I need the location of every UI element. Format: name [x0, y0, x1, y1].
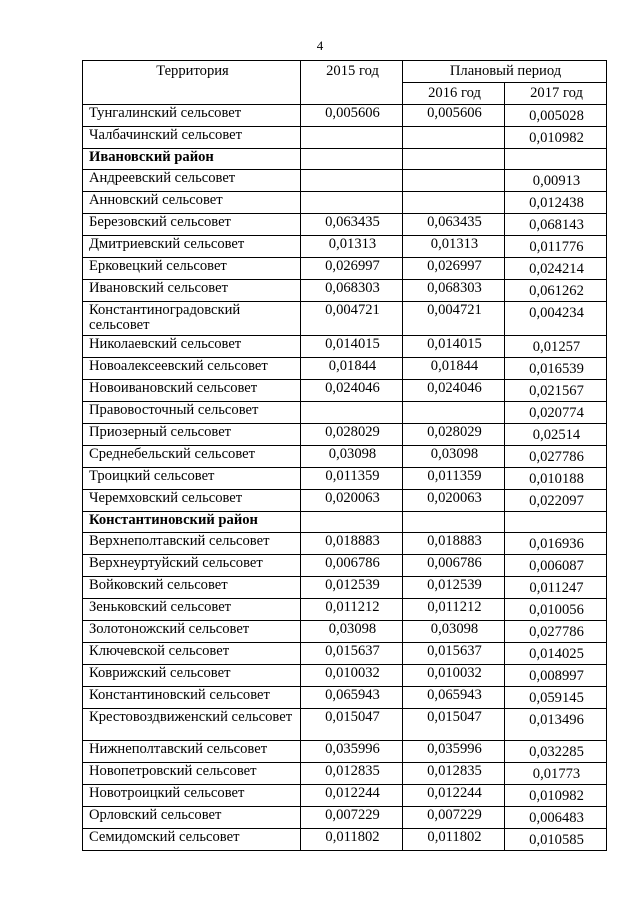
table-row: [83, 468, 607, 490]
table-row: [83, 807, 607, 829]
value-2015-cell: 0,012539: [301, 577, 403, 599]
table-header: [83, 61, 607, 105]
value-2015-cell: 0,014015: [301, 336, 403, 358]
value-2017-cell: 0,032285: [505, 741, 607, 763]
table-row: [83, 741, 607, 763]
table-row: [83, 236, 607, 258]
value-2016-cell: [403, 402, 505, 424]
value-2017-cell: 0,011247: [505, 577, 607, 599]
table-row: [83, 785, 607, 807]
table-row: [83, 380, 607, 402]
header-2015: 2015 год: [301, 61, 403, 105]
value-2016-cell: 0,024046: [403, 380, 505, 402]
table-row: [83, 829, 607, 851]
value-2017-cell: 0,008997: [505, 665, 607, 687]
header-planned-period: Плановый период: [403, 61, 607, 83]
territory-cell: Константиноградовский сельсовет: [83, 302, 301, 336]
value-2015-cell: 0,01844: [301, 358, 403, 380]
table-row: [83, 599, 607, 621]
value-2017-cell: 0,010056: [505, 599, 607, 621]
value-2016-cell: 0,014015: [403, 336, 505, 358]
table-row: [83, 358, 607, 380]
value-2017-cell: 0,006483: [505, 807, 607, 829]
territory-cell: Крестовоздвиженский сельсовет: [83, 709, 301, 741]
value-2015-cell: 0,01313: [301, 236, 403, 258]
territory-cell: Анновский сельсовет: [83, 192, 301, 214]
value-2015-cell: 0,007229: [301, 807, 403, 829]
territory-cell: Новоалексеевский сельсовет: [83, 358, 301, 380]
territory-cell: Приозерный сельсовет: [83, 424, 301, 446]
value-2017-cell: 0,005028: [505, 105, 607, 127]
value-2015-cell: 0,011212: [301, 599, 403, 621]
value-2015-cell: 0,03098: [301, 621, 403, 643]
district-row: [83, 512, 607, 533]
value-2017-cell: [505, 149, 607, 170]
value-2016-cell: 0,018883: [403, 533, 505, 555]
value-2017-cell: 0,022097: [505, 490, 607, 512]
value-2016-cell: 0,012539: [403, 577, 505, 599]
table-row: [83, 336, 607, 358]
value-2017-cell: 0,059145: [505, 687, 607, 709]
table-row: [83, 258, 607, 280]
territory-cell: Константиновский сельсовет: [83, 687, 301, 709]
territory-cell: Нижнеполтавский сельсовет: [83, 741, 301, 763]
value-2016-cell: [403, 149, 505, 170]
table-row: [83, 763, 607, 785]
value-2015-cell: [301, 192, 403, 214]
table-row: [83, 687, 607, 709]
value-2017-cell: 0,012438: [505, 192, 607, 214]
table-row: [83, 577, 607, 599]
table-row: [83, 709, 607, 741]
territory-cell: Константиновский район: [83, 512, 301, 533]
page-number: 4: [316, 38, 324, 53]
value-2017-cell: 0,016936: [505, 533, 607, 555]
value-2016-cell: 0,01313: [403, 236, 505, 258]
territory-cell: Черемховский сельсовет: [83, 490, 301, 512]
value-2015-cell: 0,011359: [301, 468, 403, 490]
value-2015-cell: 0,068303: [301, 280, 403, 302]
territory-cell: Семидомский сельсовет: [83, 829, 301, 851]
value-2015-cell: 0,020063: [301, 490, 403, 512]
value-2017-cell: 0,010982: [505, 127, 607, 149]
value-2016-cell: 0,011359: [403, 468, 505, 490]
value-2015-cell: 0,065943: [301, 687, 403, 709]
header-2017: 2017 год: [505, 83, 607, 105]
district-row: [83, 149, 607, 170]
territory-cell: Ивановский сельсовет: [83, 280, 301, 302]
value-2016-cell: 0,03098: [403, 446, 505, 468]
table-row: [83, 533, 607, 555]
value-2015-cell: 0,035996: [301, 741, 403, 763]
table-row: [83, 170, 607, 192]
value-2017-cell: 0,021567: [505, 380, 607, 402]
territory-cell: Андреевский сельсовет: [83, 170, 301, 192]
value-2017-cell: 0,010585: [505, 829, 607, 851]
value-2015-cell: [301, 170, 403, 192]
value-2015-cell: 0,018883: [301, 533, 403, 555]
value-2016-cell: 0,01844: [403, 358, 505, 380]
value-2017-cell: 0,01257: [505, 336, 607, 358]
value-2015-cell: 0,028029: [301, 424, 403, 446]
table-row: [83, 665, 607, 687]
value-2016-cell: 0,026997: [403, 258, 505, 280]
territory-cell: Березовский сельсовет: [83, 214, 301, 236]
value-2016-cell: 0,03098: [403, 621, 505, 643]
value-2016-cell: 0,007229: [403, 807, 505, 829]
value-2017-cell: 0,027786: [505, 446, 607, 468]
table-row: [83, 402, 607, 424]
value-2017-cell: 0,016539: [505, 358, 607, 380]
table-row: [83, 280, 607, 302]
value-2017-cell: 0,014025: [505, 643, 607, 665]
territory-cell: Дмитриевский сельсовет: [83, 236, 301, 258]
table-row: [83, 490, 607, 512]
value-2015-cell: 0,015637: [301, 643, 403, 665]
value-2016-cell: 0,010032: [403, 665, 505, 687]
territory-cell: Тунгалинский сельсовет: [83, 105, 301, 127]
value-2015-cell: 0,026997: [301, 258, 403, 280]
value-2017-cell: 0,006087: [505, 555, 607, 577]
territory-cell: Войковский сельсовет: [83, 577, 301, 599]
value-2015-cell: 0,03098: [301, 446, 403, 468]
value-2016-cell: [403, 170, 505, 192]
value-2017-cell: 0,027786: [505, 621, 607, 643]
value-2017-cell: 0,00913: [505, 170, 607, 192]
table-body: [83, 105, 607, 851]
value-2016-cell: 0,063435: [403, 214, 505, 236]
value-2015-cell: [301, 127, 403, 149]
value-2015-cell: [301, 512, 403, 533]
value-2017-cell: 0,010982: [505, 785, 607, 807]
value-2016-cell: 0,020063: [403, 490, 505, 512]
value-2016-cell: 0,068303: [403, 280, 505, 302]
value-2017-cell: 0,020774: [505, 402, 607, 424]
value-2016-cell: 0,015637: [403, 643, 505, 665]
value-2016-cell: 0,011212: [403, 599, 505, 621]
value-2016-cell: [403, 127, 505, 149]
table-row: [83, 424, 607, 446]
table-row: [83, 214, 607, 236]
value-2015-cell: 0,012244: [301, 785, 403, 807]
territory-cell: Золотоножский сельсовет: [83, 621, 301, 643]
territory-cell: Среднебельский сельсовет: [83, 446, 301, 468]
value-2015-cell: [301, 402, 403, 424]
territory-cell: Ивановский район: [83, 149, 301, 170]
territory-cell: Верхнеуртуйский сельсовет: [83, 555, 301, 577]
header-2016: 2016 год: [403, 83, 505, 105]
table-row: [83, 302, 607, 336]
value-2015-cell: 0,010032: [301, 665, 403, 687]
territory-cell: Коврижский сельсовет: [83, 665, 301, 687]
territory-cell: Ерковецкий сельсовет: [83, 258, 301, 280]
table-row: [83, 105, 607, 127]
value-2016-cell: 0,015047: [403, 709, 505, 741]
territory-cell: Чалбачинский сельсовет: [83, 127, 301, 149]
value-2017-cell: 0,013496: [505, 709, 607, 741]
value-2017-cell: [505, 512, 607, 533]
territory-cell: Правовосточный сельсовет: [83, 402, 301, 424]
territory-cell: Орловский сельсовет: [83, 807, 301, 829]
value-2015-cell: 0,015047: [301, 709, 403, 741]
allocation-table: [82, 60, 607, 851]
value-2016-cell: 0,004721: [403, 302, 505, 336]
value-2015-cell: 0,004721: [301, 302, 403, 336]
header-territory: Территория: [83, 61, 301, 105]
value-2015-cell: 0,012835: [301, 763, 403, 785]
value-2015-cell: [301, 149, 403, 170]
value-2015-cell: 0,063435: [301, 214, 403, 236]
value-2016-cell: 0,005606: [403, 105, 505, 127]
value-2017-cell: 0,004234: [505, 302, 607, 336]
table-row: [83, 621, 607, 643]
value-2016-cell: 0,012244: [403, 785, 505, 807]
territory-cell: Новотроицкий сельсовет: [83, 785, 301, 807]
value-2017-cell: 0,02514: [505, 424, 607, 446]
territory-cell: Верхнеполтавский сельсовет: [83, 533, 301, 555]
territory-cell: Новоивановский сельсовет: [83, 380, 301, 402]
territory-cell: Ключевской сельсовет: [83, 643, 301, 665]
territory-cell: Новопетровский сельсовет: [83, 763, 301, 785]
value-2017-cell: 0,024214: [505, 258, 607, 280]
territory-cell: Троицкий сельсовет: [83, 468, 301, 490]
value-2016-cell: 0,012835: [403, 763, 505, 785]
value-2016-cell: [403, 512, 505, 533]
table-row: [83, 555, 607, 577]
value-2016-cell: 0,065943: [403, 687, 505, 709]
table-row: [83, 643, 607, 665]
value-2016-cell: 0,011802: [403, 829, 505, 851]
value-2017-cell: 0,011776: [505, 236, 607, 258]
table-row: [83, 446, 607, 468]
table-row: [83, 192, 607, 214]
value-2017-cell: 0,061262: [505, 280, 607, 302]
value-2015-cell: 0,011802: [301, 829, 403, 851]
value-2016-cell: 0,006786: [403, 555, 505, 577]
value-2015-cell: 0,005606: [301, 105, 403, 127]
value-2016-cell: [403, 192, 505, 214]
value-2015-cell: 0,024046: [301, 380, 403, 402]
value-2016-cell: 0,035996: [403, 741, 505, 763]
territory-cell: Зеньковский сельсовет: [83, 599, 301, 621]
value-2017-cell: 0,01773: [505, 763, 607, 785]
value-2015-cell: 0,006786: [301, 555, 403, 577]
value-2017-cell: 0,010188: [505, 468, 607, 490]
territory-cell: Николаевский сельсовет: [83, 336, 301, 358]
value-2016-cell: 0,028029: [403, 424, 505, 446]
value-2017-cell: 0,068143: [505, 214, 607, 236]
table-row: [83, 127, 607, 149]
